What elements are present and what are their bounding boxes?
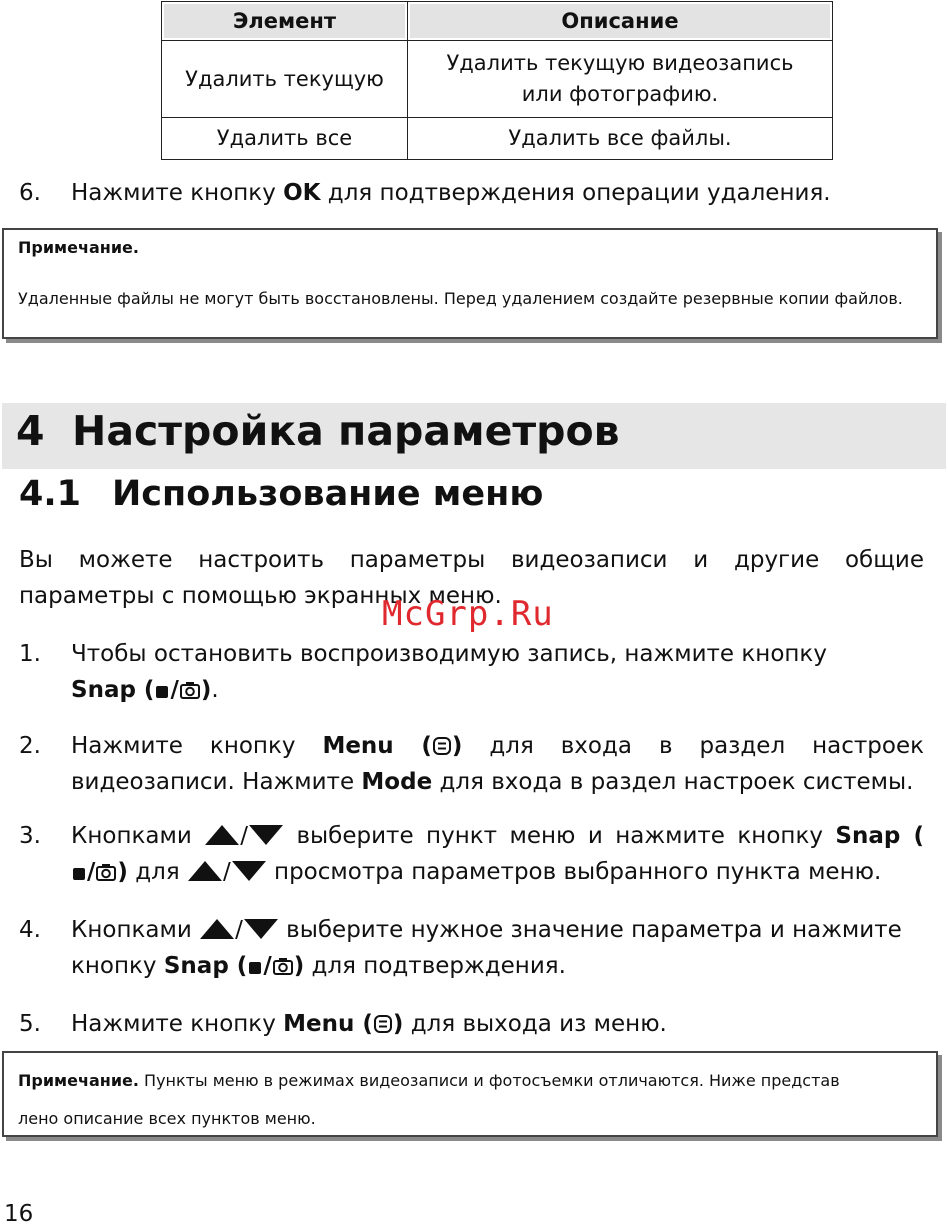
text-run: выберите пункт меню и нажмите кнопку: [283, 823, 836, 849]
chapter-title: Настройка параметров: [72, 407, 620, 455]
up-triangle-icon: [199, 918, 235, 940]
down-triangle-icon: [248, 824, 284, 846]
step-2: [19, 728, 924, 800]
text-run: для входа в раздел настроек: [462, 733, 924, 759]
text-run: кнопку: [71, 953, 164, 979]
step-6: [19, 175, 924, 211]
step-text: [71, 1006, 924, 1042]
snap-label: Snap (: [71, 677, 155, 703]
step-4: [19, 912, 924, 984]
step-line: кнопку Snap ( / ) для подтверждения.: [71, 953, 566, 979]
step-number: 5.: [19, 1011, 41, 1037]
menu-icon: [373, 1014, 393, 1034]
step-line: Кнопками / выберите пункт меню и нажмите кнопку Snap (: [71, 823, 924, 849]
down-triangle-icon: [243, 918, 279, 940]
note-title: Примечание.: [18, 238, 139, 257]
note-title: Примечание.: [18, 1071, 139, 1090]
text-run: ): [293, 953, 305, 979]
step-number: 1.: [19, 641, 41, 667]
table-cell-line: Удалить текущую видеозапись: [446, 51, 794, 75]
text-run: Чтобы остановить воспроизводимую запись, нажмите кнопку: [71, 641, 827, 667]
text-run: ): [200, 677, 212, 703]
table-header-description: Описание: [408, 2, 833, 41]
table-cell: Удалить все: [162, 118, 408, 160]
text-run: для выхода из меню.: [403, 1011, 667, 1037]
step-line: Кнопками / выберите нужное значение параметра и нажмите: [71, 917, 902, 943]
note-box: [2, 228, 938, 339]
table-row: [162, 41, 833, 118]
text-run: лено описание всех пунктов меню.: [18, 1109, 316, 1128]
text-run: ): [392, 1011, 404, 1037]
section-number: 4.1: [19, 474, 82, 514]
note-body: Удаленные файлы не могут быть восстановлены. Перед удалением создайте резервные копии файлов.: [18, 289, 903, 308]
step-number: 2.: [19, 733, 41, 759]
stop-icon: [247, 960, 263, 976]
table-row: [162, 118, 833, 160]
chapter-heading: [2, 403, 946, 469]
snap-label: Snap (: [835, 823, 924, 849]
step-number: 3.: [19, 823, 41, 849]
section-title: Использование меню: [112, 474, 544, 514]
page-number: 16: [4, 1201, 34, 1227]
text-run: для: [127, 859, 187, 885]
note-box: [2, 1051, 938, 1137]
text-run: для подтверждения операции удаления.: [320, 180, 831, 206]
text-run: Нажмите кнопку: [71, 733, 323, 759]
snap-label: Snap (: [163, 953, 248, 979]
step-line: [71, 728, 924, 764]
text-run: Пункты меню в режимах видеозаписи и фотосъемки отличаются. Ниже представ: [138, 1071, 840, 1090]
up-triangle-icon: [187, 860, 223, 882]
chapter-number: 4: [16, 407, 45, 455]
menu-label: Menu (: [283, 1011, 373, 1037]
stop-icon: [71, 866, 87, 882]
table-cell: [408, 41, 833, 118]
text-run: Кнопками: [71, 917, 200, 943]
camera-icon: [95, 862, 117, 882]
text-run: видеозаписи. Нажмите: [71, 769, 362, 795]
table-cell: Удалить текущую: [162, 41, 408, 118]
table-cell: Удалить все файлы.: [408, 118, 833, 160]
watermark: McGrp.Ru: [382, 594, 554, 634]
text-run: Нажмите кнопку: [71, 180, 284, 206]
camera-icon: [179, 680, 201, 700]
stop-icon: [154, 684, 170, 700]
step-number: 6.: [19, 180, 41, 206]
text-run: просмотра параметров выбранного пункта меню.: [266, 859, 882, 885]
step-1: [19, 636, 924, 708]
step-text: [71, 912, 924, 984]
text-run: Нажмите кнопку: [71, 1011, 284, 1037]
down-triangle-icon: [231, 860, 267, 882]
table-cell-line: или фотографию.: [521, 82, 719, 106]
step-5: [19, 1006, 924, 1042]
text-run: для входа в раздел настроек системы.: [432, 769, 914, 795]
step-line: [71, 764, 924, 800]
step-text: Чтобы остановить воспроизводимую запись, нажмите кнопку Snap ( / ).: [71, 641, 827, 703]
note-body: [18, 1062, 922, 1138]
up-triangle-icon: [204, 824, 240, 846]
text-run: .: [211, 677, 219, 703]
menu-icon: [432, 736, 452, 756]
step-line: / ) для / просмотра параметров выбранного пункта меню.: [71, 854, 924, 890]
step-3: [19, 818, 924, 890]
step-number: 4.: [19, 917, 41, 943]
menu-label: Menu (: [322, 733, 432, 759]
delete-options-table: [161, 1, 833, 160]
text-run: выберите нужное значение параметра и нажмите: [278, 917, 902, 943]
step-text: [71, 728, 924, 800]
text-run: ): [451, 733, 463, 759]
step-text: [71, 175, 924, 211]
table-header-element: Элемент: [162, 2, 408, 41]
step-text: [71, 818, 924, 890]
mode-label: Mode: [361, 769, 433, 795]
text-run: ): [117, 859, 128, 885]
camera-icon: [272, 956, 294, 976]
text-run: Кнопками: [71, 823, 205, 849]
ok-button-label: OK: [283, 180, 321, 206]
intro-paragraph: Вы можете настроить параметры видеозаписи и другие общие параметры с помощью экранных меню.: [19, 547, 924, 609]
text-run: для подтверждения.: [304, 953, 566, 979]
